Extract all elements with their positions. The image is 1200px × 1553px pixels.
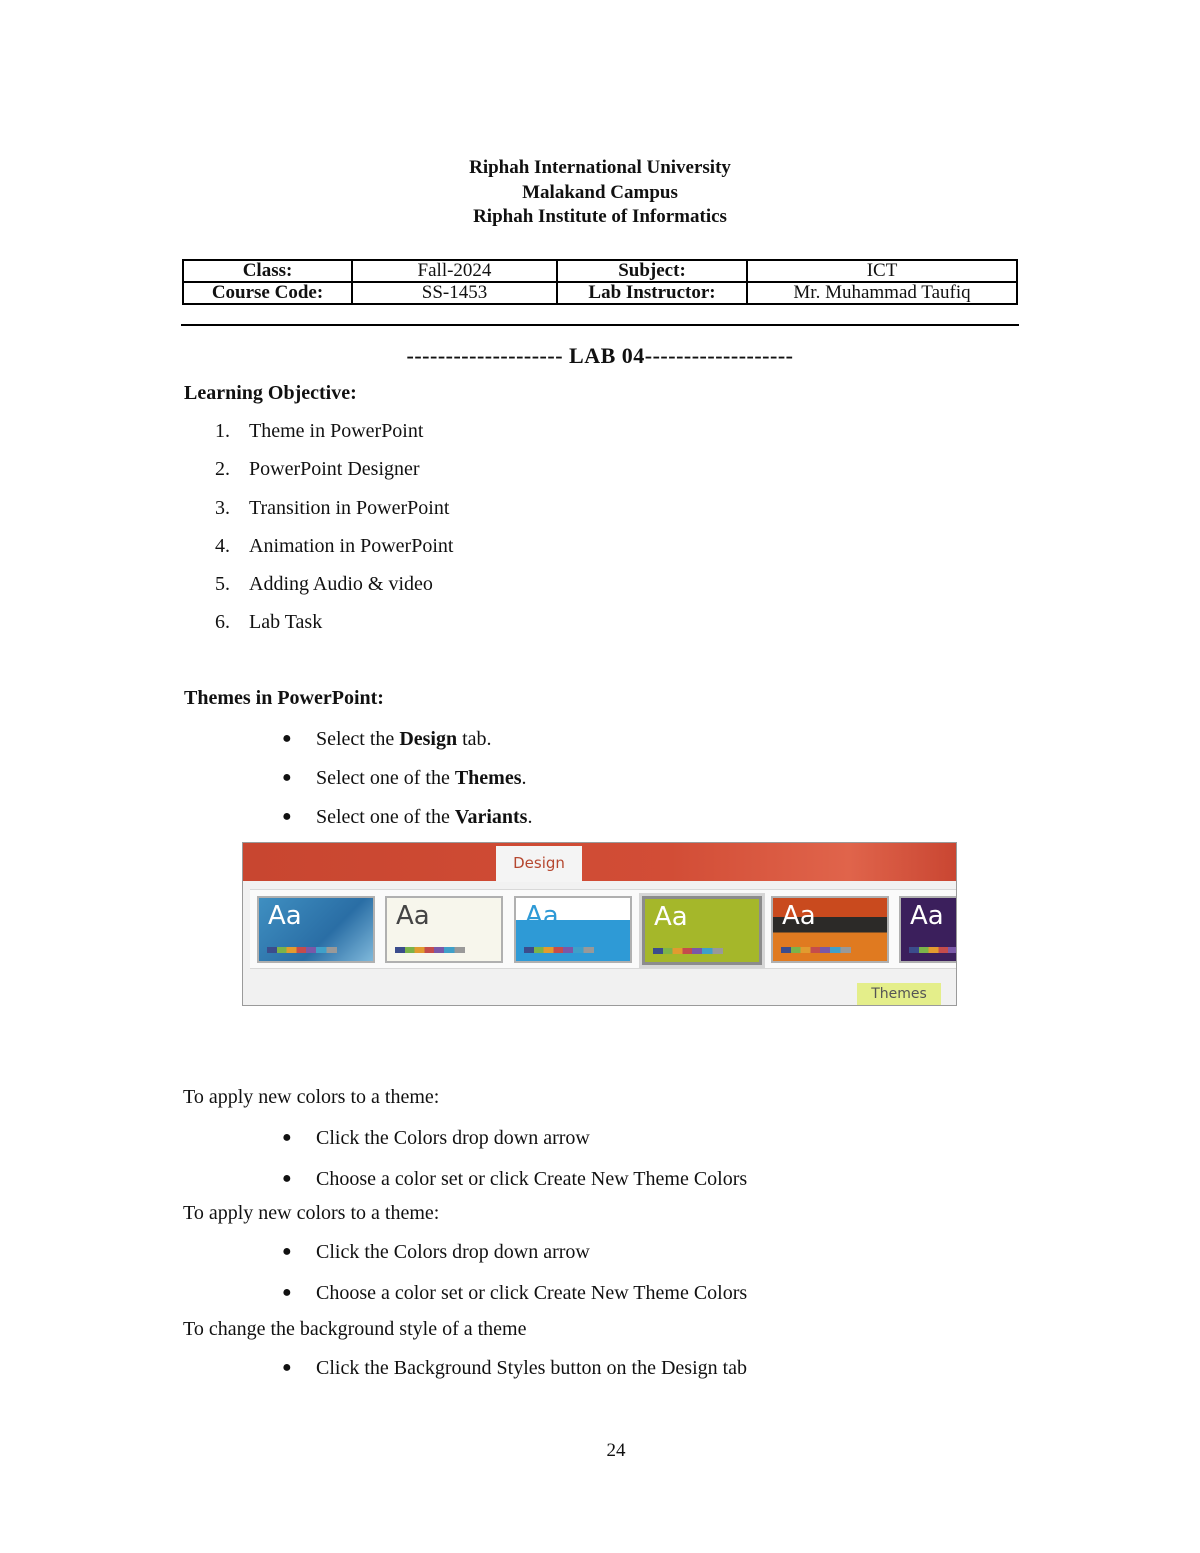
class-label: Class: <box>183 260 352 282</box>
course-info-table <box>182 259 1018 305</box>
learning-objective-heading: Learning Objective: <box>184 382 357 404</box>
subject-label: Subject: <box>557 260 747 282</box>
list-item: 1. Theme in PowerPoint <box>215 420 424 442</box>
colors-intro: To apply new colors to a theme: <box>183 1086 440 1108</box>
list-item: ● Click the Colors drop down arrow <box>282 1241 590 1263</box>
ribbon-bar <box>243 843 956 881</box>
course-code-label: Course Code: <box>183 282 352 304</box>
list-item: 4. Animation in PowerPoint <box>215 535 454 557</box>
subject-value: ICT <box>747 260 1017 282</box>
list-item: ● Click the Background Styles button on the Design tab <box>282 1357 748 1379</box>
instructor-label: Lab Instructor: <box>557 282 747 304</box>
themes-gallery <box>250 889 957 969</box>
list-item: ● Select one of the Variants. <box>282 806 533 828</box>
list-item: ● Choose a color set or click Create New Theme Colors <box>282 1282 748 1304</box>
class-value: Fall-2024 <box>352 260 557 282</box>
campus-name: Malakand Campus <box>522 182 678 203</box>
themes-group-label: Themes <box>857 983 941 1005</box>
theme-thumbnail-selected[interactable]: Aa <box>642 896 762 965</box>
list-item: ● Select one of the Themes. <box>282 767 527 789</box>
university-name: Riphah International University <box>469 157 731 178</box>
table-row <box>183 282 1017 304</box>
table-row <box>183 260 1017 282</box>
list-item: 2. PowerPoint Designer <box>215 458 420 480</box>
list-item: ● Select the Design tab. <box>282 728 492 750</box>
list-item: 6. Lab Task <box>215 611 323 633</box>
list-item: 5. Adding Audio & video <box>215 573 433 595</box>
theme-thumbnail[interactable]: Aa <box>257 896 375 963</box>
institute-name: Riphah Institute of Informatics <box>473 206 727 227</box>
design-tab[interactable]: Design <box>496 846 582 882</box>
list-item: ● Choose a color set or click Create New Theme Colors <box>282 1168 748 1190</box>
lab-title: -------------------- LAB 04------------------- <box>406 343 794 368</box>
theme-thumbnail[interactable]: Aa <box>514 896 632 963</box>
course-code-value: SS-1453 <box>352 282 557 304</box>
page-number: 24 <box>606 1440 626 1461</box>
colors-intro: To apply new colors to a theme: <box>183 1202 440 1224</box>
design-ribbon-screenshot <box>242 842 957 1006</box>
instructor-value: Mr. Muhammad Taufiq <box>747 282 1017 304</box>
theme-thumbnail[interactable]: Aa <box>899 896 957 963</box>
theme-thumbnail[interactable]: Aa <box>771 896 889 963</box>
list-item: 3. Transition in PowerPoint <box>215 497 450 519</box>
background-intro: To change the background style of a theme <box>183 1318 527 1340</box>
list-item: ● Click the Colors drop down arrow <box>282 1127 590 1149</box>
theme-thumbnail[interactable]: Aa <box>385 896 503 963</box>
themes-heading: Themes in PowerPoint: <box>184 687 384 709</box>
horizontal-rule <box>181 324 1019 326</box>
